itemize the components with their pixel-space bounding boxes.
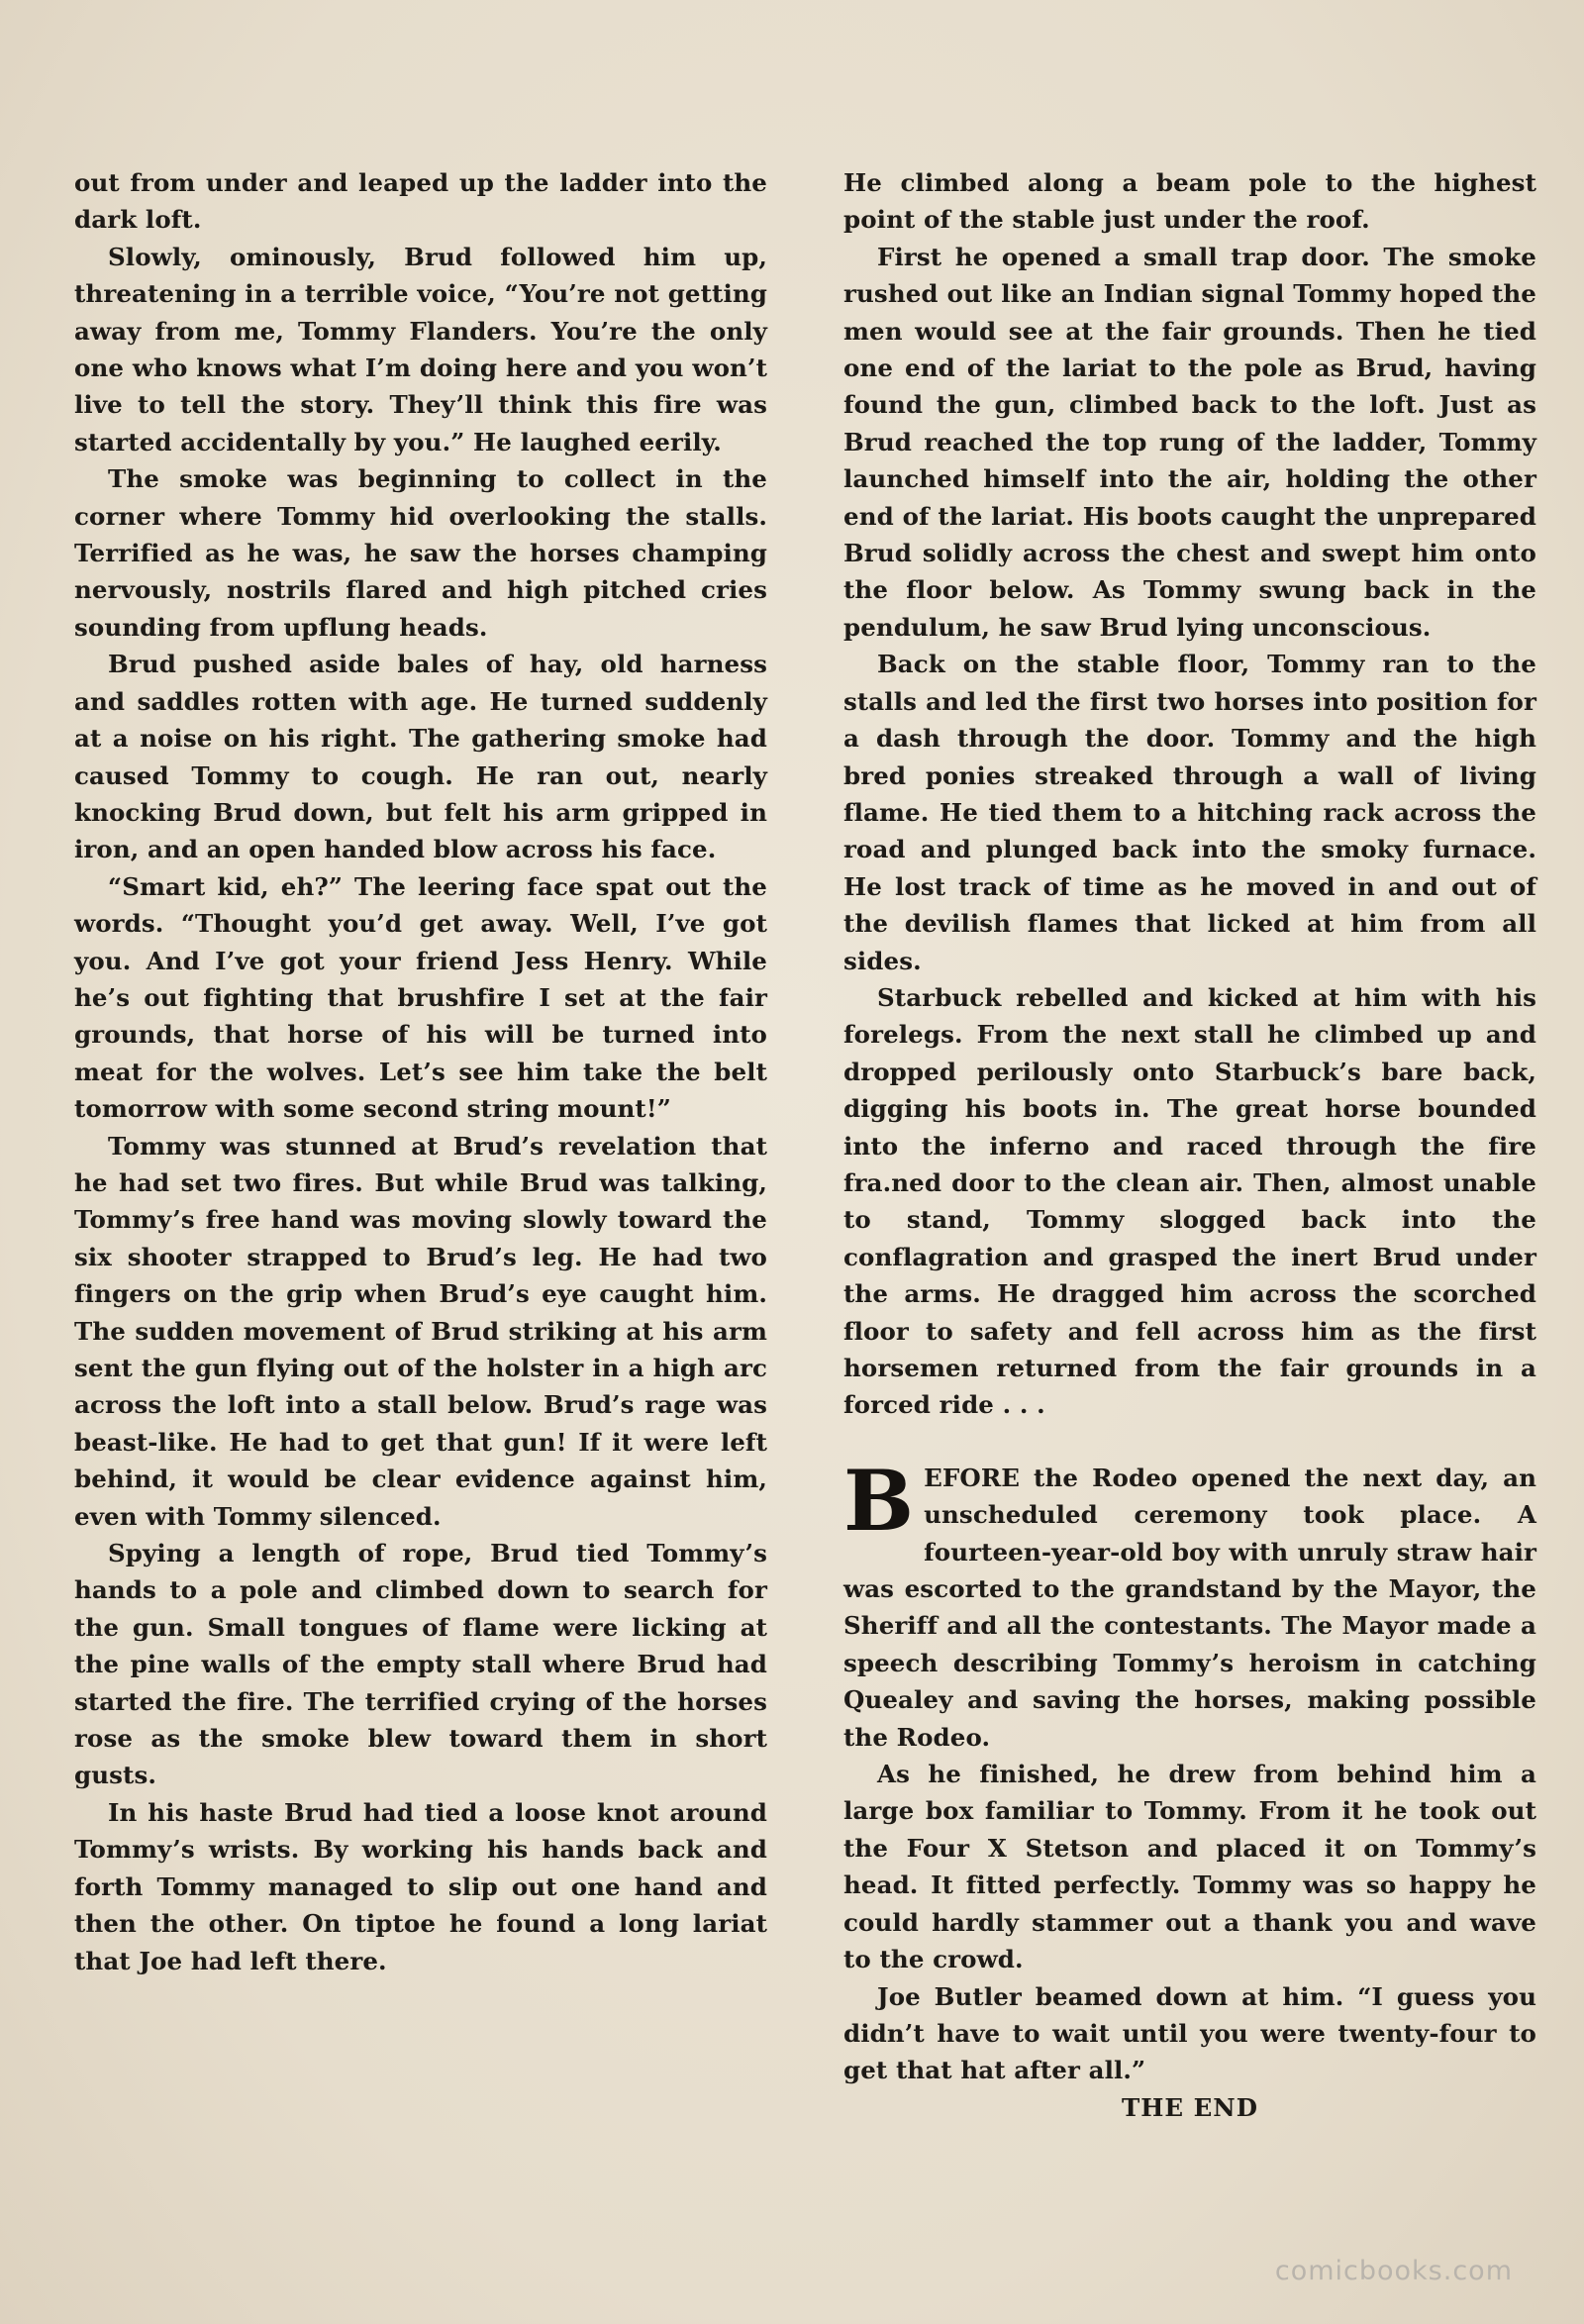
closing-first-paragraph <box>843 1451 1536 1756</box>
paragraph: First he opened a small trap door. The smoke rushed out like an Indian signal Tommy hoped the men would see at the fair grounds. Then he tied one end of the lariat to the pole as Brud, having found the gun, climbed back to the loft. Just as Brud reached the top rung of the ladder, Tommy launched himself into the air, holding the other end of the lariat. His boots caught the unprepared Brud solidly across the chest and swept him onto the floor below. As Tommy swung back in the pendulum, he saw Brud lying unconscious. <box>843 242 1536 642</box>
paragraph: Starbuck rebelled and kicked at him with his forelegs. From the next stall he climbed up and dropped perilously onto Starbuck’s bare back, digging his boots in. The great horse bounded into the inferno and raced through the fire fra.ned door to the clean air. Then, almost unable to stand, Tommy slogged back into the conflagration and grasped the inert Brud under the arms. He dragged him across the scorched floor to safety and fell across him as the first horsemen returned from the fair grounds in a forced ride . . . <box>843 982 1536 1420</box>
paragraph: As he finished, he drew from behind him a large box familiar to Tommy. From it he took out the Four X Stetson and placed it on Tommy’s head. It fitted perfectly. Tommy was so happy he could hardly stammer out a thank you and wave to the crowd. <box>843 1760 1536 1974</box>
paragraph: Brud pushed aside bales of hay, old harness and saddles rotten with age. He turned suddenly at a noise on his right. The gathering smoke had caused Tommy to cough. He ran out, nearly knocking Brud down, but felt his arm gripped in iron, and an open handed blow across his face. <box>74 650 767 864</box>
the-end: THE END <box>1122 2092 1258 2122</box>
paragraph: “Smart kid, eh?” The leering face spat out the words. “Thought you’d get away. Well, I’ve got you. And I’ve got your friend Jess Henry. While he’s out fighting that brushfire I set at the fair grounds, that horse of his will be turned into meat for the wolves. Let’s see him take the belt tomorrow with some second string mount!” <box>74 871 767 1124</box>
paragraph: He climbed along a beam pole to the highest point of the stable just under the roof. <box>843 168 1536 235</box>
paragraph: Tommy was stunned at Brud’s revelation that he had set two fires. But while Brud was talking, Tommy’s free hand was moving slowly toward the six shooter strapped to Brud’s leg. He had two fingers on the grip when Brud’s eye caught him. The sudden movement of Brud striking at his arm sent the gun flying out of the holster in a high arc across the loft into a stall below. Brud’s rage was beast-like. He had to get that gun! If it were left behind, it would be clear evidence against him, even with Tommy silenced. <box>74 1131 767 1531</box>
right-column <box>843 164 1536 2126</box>
watermark: comicbooks.com <box>1274 2256 1513 2286</box>
paragraph: In his haste Brud had tied a loose knot around Tommy’s wrists. By working his hands back and forth Tommy managed to slip out one hand and then the other. On tiptoe he found a long lariat that Joe had left there. <box>74 1797 767 1975</box>
paragraph: out from under and leaped up the ladder into the dark loft. <box>74 168 767 235</box>
paragraph: Slowly, ominously, Brud followed him up, threatening in a terrible voice, “You’re not getting away from me, Tommy Flanders. You’re the only one who knows what I’m doing here and you won’t live to tell the story. They’ll think this fire was started accidentally by you.” He laughed eerily. <box>74 242 767 456</box>
left-column <box>74 164 767 1979</box>
drop-cap: B <box>843 1451 915 1550</box>
paragraph: Spying a length of rope, Brud tied Tommy’s hands to a pole and climbed down to search for the gun. Small tongues of flame were licking at the pine walls of the empty stall where Brud had started the fire. The terrified crying of the horses rose as the smoke blew toward them in short gusts. <box>74 1539 767 1790</box>
paragraph: Back on the stable floor, Tommy ran to the stalls and led the first two horses into position for a dash through the door. Tommy and the high bred ponies streaked through a wall of living flame. He tied them to a hitching rack across the road and plunged back into the smoky furnace. He lost track of time as he moved in and out of the devilish flames that licked at him from all sides. <box>843 650 1536 975</box>
paragraph: The smoke was beginning to collect in the corner where Tommy hid overlooking the stalls. Terrified as he was, he saw the horses champing nervously, nostrils flared and high pitched cries sounding from upflung heads. <box>74 464 767 642</box>
section-break <box>843 1424 1536 1460</box>
paragraph: Joe Butler beamed down at him. “I guess you didn’t have to wait until you were twenty-four to get that hat after all.” <box>843 1981 1536 2085</box>
closing-first-paragraph-text: EFORE the Rodeo opened the next day, an unscheduled ceremony took place. A fourteen-year-old boy with unruly straw hair was escorted to the grandstand by the Mayor, the Sheriff and all the contestants. The Mayor made a speech describing Tommy’s heroism in catching Quealey and saving the horses, making possible the Rodeo. <box>843 1463 1536 1752</box>
